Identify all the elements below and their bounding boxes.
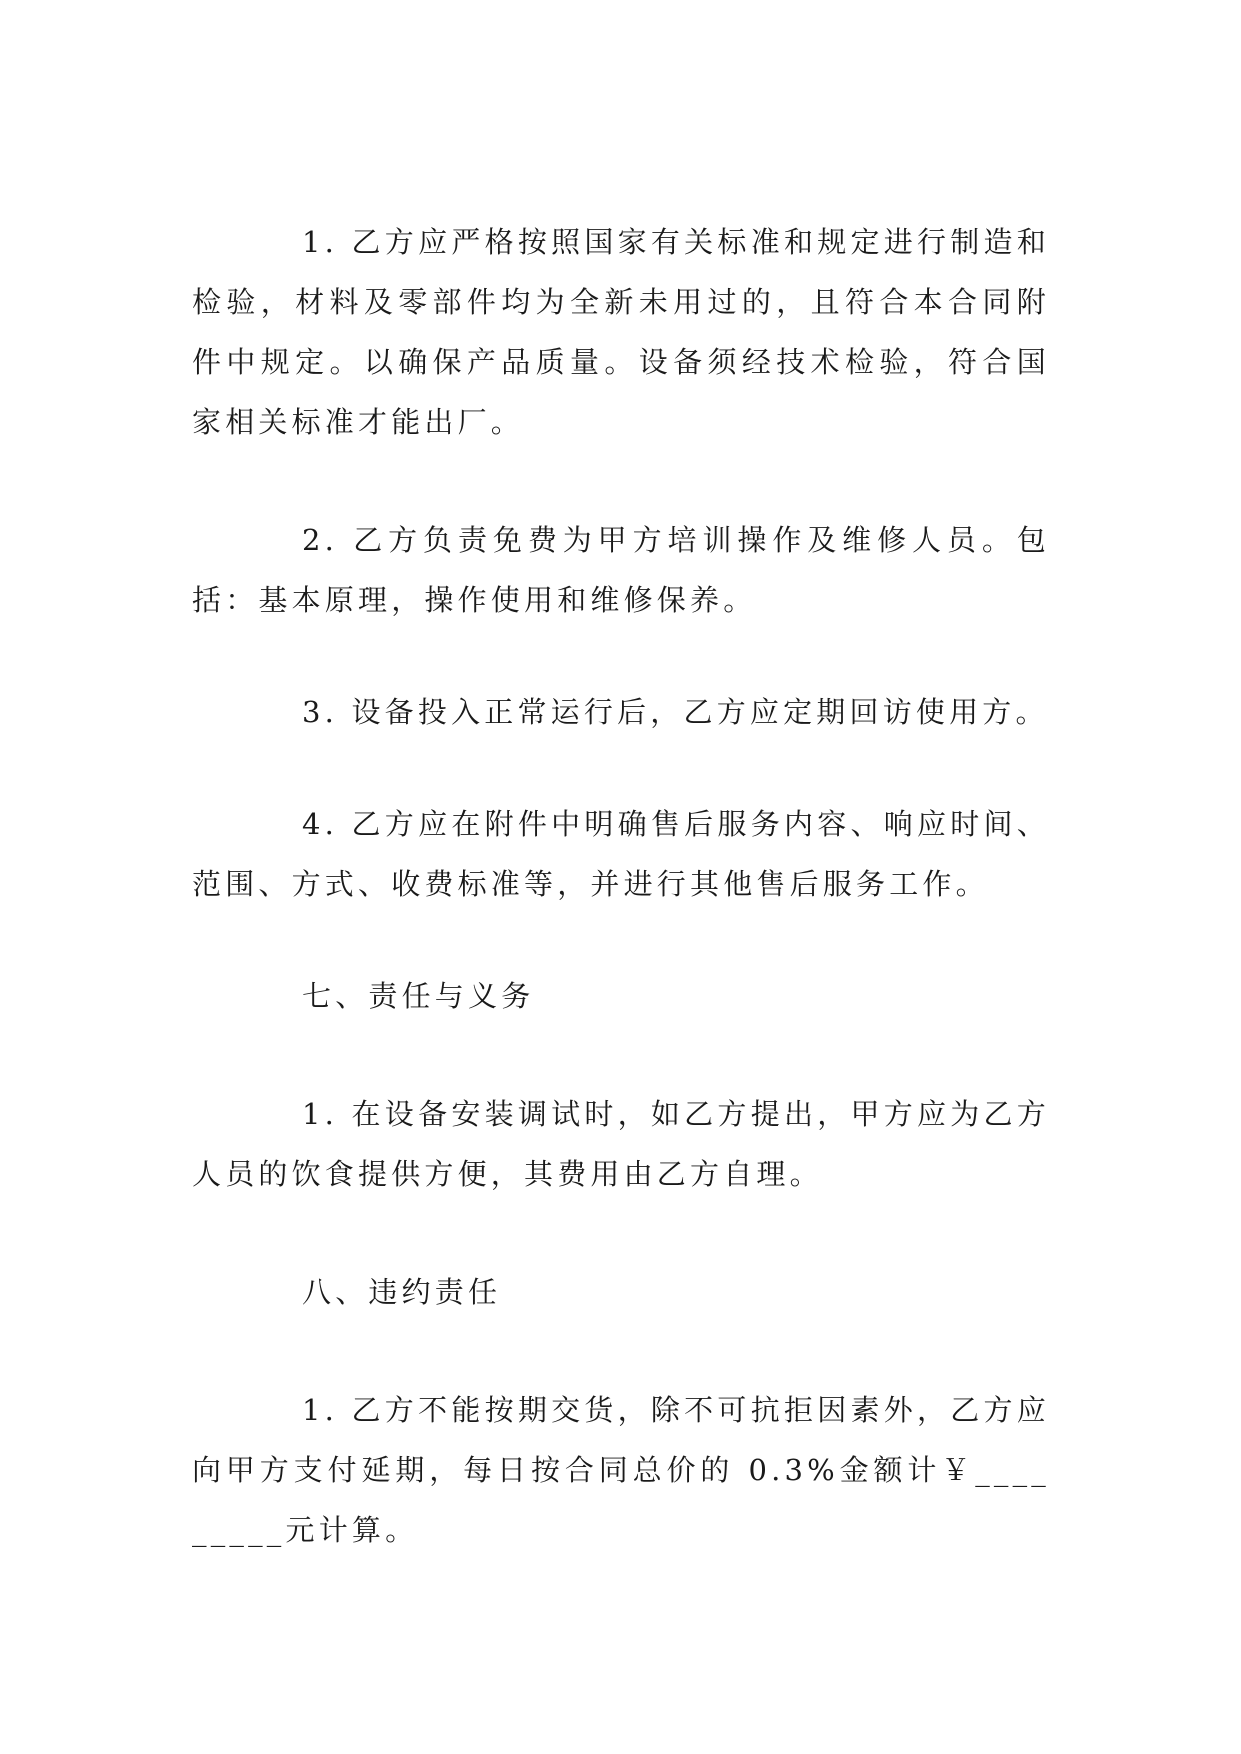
clause-after-sales-service: 4. 乙方应在附件中明确售后服务内容、响应时间、范围、方式、收费标准等，并进行其他售后服务工作。 [192, 807, 1050, 901]
clause-follow-up-visits: 3. 设备投入正常运行后，乙方应定期回访使用方。 [302, 695, 1049, 729]
clause-training: 2. 乙方负责免费为甲方培训操作及维修人员。包括：基本原理，操作使用和维修保养。 [192, 523, 1050, 617]
clause-quality-standards: 1. 乙方应严格按照国家有关标准和规定进行制造和检验，材料及零部件均为全新未用过的，且符合本合同附件中规定。以确保产品质量。设备须经技术检验，符合国家相关标准才能出厂。 [192, 225, 1050, 439]
section-heading-breach-liability: 八、违约责任 [302, 1275, 502, 1309]
clause-late-delivery-penalty: 1. 乙方不能按期交货，除不可抗拒因素外，乙方应向甲方支付延期，每日按合同总价的 0.3%金额计￥_________元计算。 [192, 1393, 1050, 1547]
document-body [192, 212, 1050, 1560]
clause-installation-support: 1. 在设备安装调试时，如乙方提出，甲方应为乙方人员的饮食提供方便，其费用由乙方自理。 [192, 1097, 1050, 1191]
section-heading-responsibilities: 七、责任与义务 [302, 979, 535, 1013]
